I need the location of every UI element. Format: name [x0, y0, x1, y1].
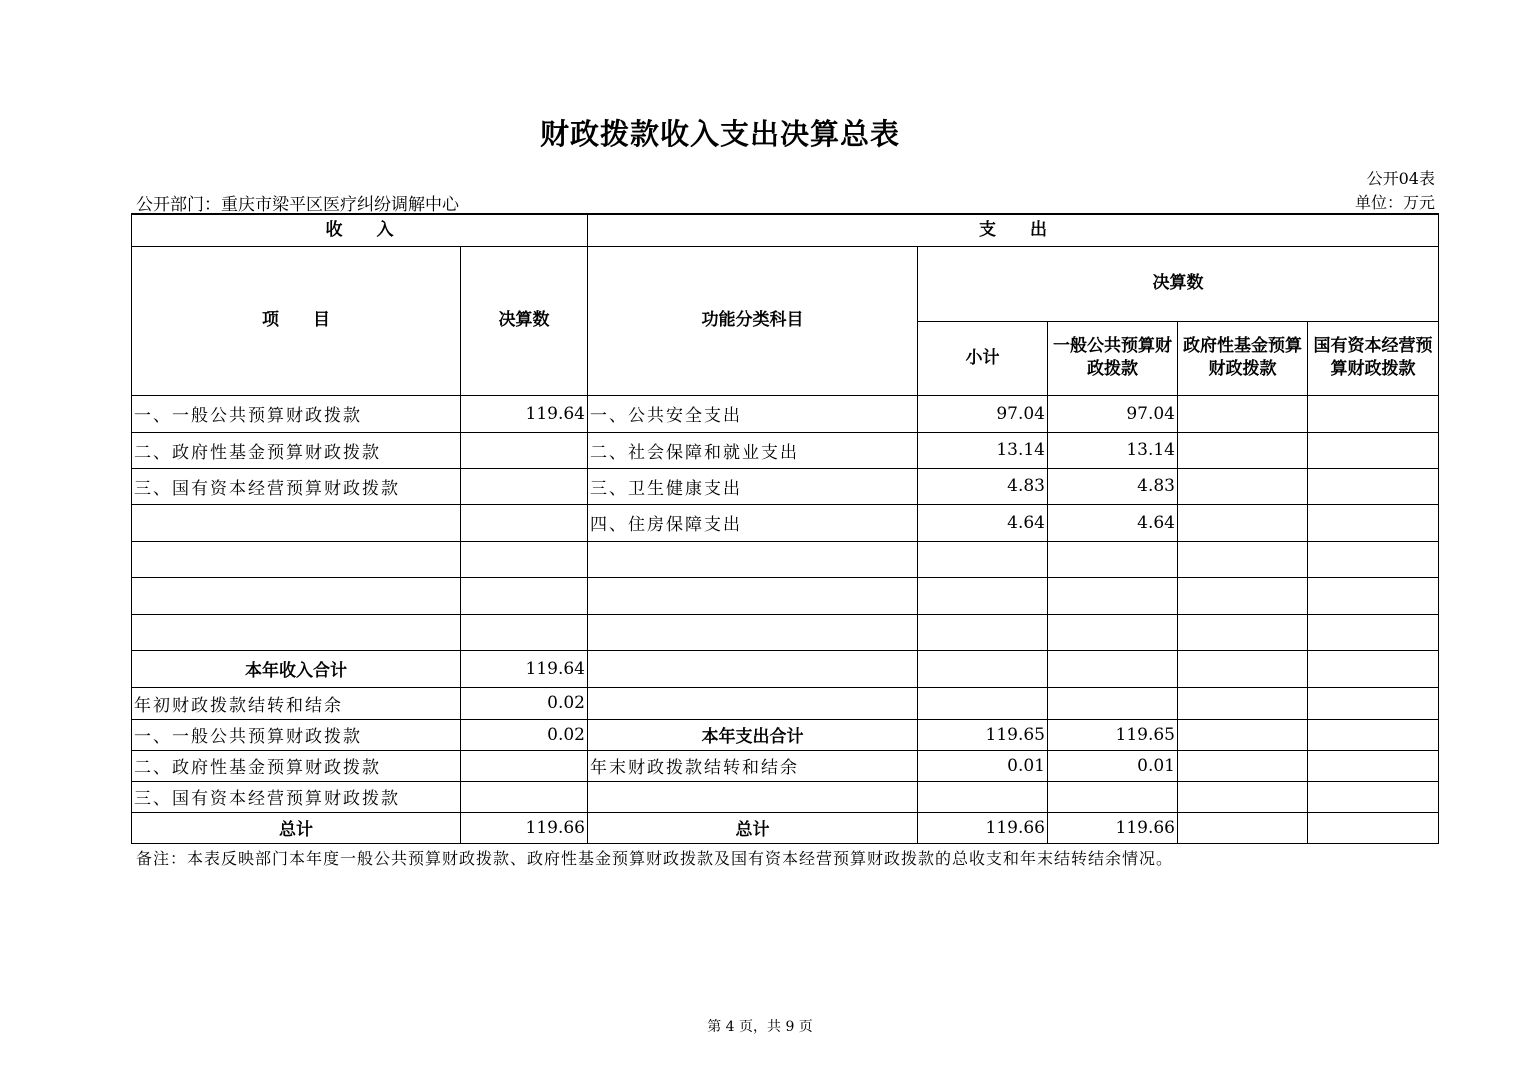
state-capital-cell	[1308, 395, 1439, 432]
income-amount-cell	[461, 504, 588, 541]
table-row	[132, 468, 1439, 504]
income-item-cell	[132, 577, 461, 614]
gov-fund-cell	[1178, 650, 1308, 687]
table-row	[132, 504, 1439, 541]
general-budget-cell	[1048, 577, 1178, 614]
gov-fund-cell	[1178, 577, 1308, 614]
income-item-cell: 总计	[132, 812, 461, 843]
table-row	[132, 577, 1439, 614]
income-amount-cell: 119.64	[461, 395, 588, 432]
general-budget-cell	[1048, 614, 1178, 650]
expense-item-cell: 年末财政拨款结转和结余	[588, 750, 918, 781]
fiscal-appropriation-table	[131, 213, 1439, 844]
table-row	[132, 781, 1439, 812]
income-amount-cell	[461, 468, 588, 504]
col-header-subtotal: 小计	[918, 321, 1048, 395]
state-capital-cell	[1308, 687, 1439, 719]
state-capital-cell	[1308, 432, 1439, 468]
gov-fund-cell	[1178, 781, 1308, 812]
expense-item-cell	[588, 577, 918, 614]
expense-item-cell	[588, 541, 918, 577]
state-capital-cell	[1308, 719, 1439, 750]
general-budget-cell: 4.64	[1048, 504, 1178, 541]
table-row	[132, 812, 1439, 843]
expense-item-cell	[588, 614, 918, 650]
general-budget-cell: 0.01	[1048, 750, 1178, 781]
table-row	[132, 687, 1439, 719]
income-item-cell	[132, 541, 461, 577]
state-capital-cell	[1308, 468, 1439, 504]
gov-fund-cell	[1178, 687, 1308, 719]
income-item-cell	[132, 614, 461, 650]
page-title: 财政拨款收入支出决算总表	[539, 117, 900, 151]
col-header-income-amount: 决算数	[461, 246, 588, 395]
income-item-cell: 年初财政拨款结转和结余	[132, 687, 461, 719]
subtotal-cell	[918, 577, 1048, 614]
income-item-cell: 三、国有资本经营预算财政拨款	[132, 468, 461, 504]
subtotal-cell	[918, 650, 1048, 687]
subtotal-cell: 97.04	[918, 395, 1048, 432]
table-row	[132, 432, 1439, 468]
income-item-cell: 本年收入合计	[132, 650, 461, 687]
income-amount-cell: 0.02	[461, 687, 588, 719]
income-amount-cell: 119.64	[461, 650, 588, 687]
income-item-cell: 一、一般公共预算财政拨款	[132, 395, 461, 432]
subtotal-cell	[918, 541, 1048, 577]
table-row	[132, 650, 1439, 687]
expense-section-header: 支 出	[588, 214, 1439, 246]
income-amount-cell: 0.02	[461, 719, 588, 750]
state-capital-cell	[1308, 577, 1439, 614]
col-header-general: 一般公共预算财政拨款	[1048, 321, 1178, 395]
subtotal-cell: 4.83	[918, 468, 1048, 504]
table-row	[132, 541, 1439, 577]
general-budget-cell: 119.65	[1048, 719, 1178, 750]
expense-item-cell	[588, 650, 918, 687]
state-capital-cell	[1308, 614, 1439, 650]
subtotal-cell	[918, 614, 1048, 650]
expense-item-cell: 本年支出合计	[588, 719, 918, 750]
gov-fund-cell	[1178, 541, 1308, 577]
gov-fund-cell	[1178, 719, 1308, 750]
general-budget-cell	[1048, 541, 1178, 577]
income-amount-cell	[461, 541, 588, 577]
col-header-item: 项 目	[132, 246, 461, 395]
income-amount-cell	[461, 781, 588, 812]
state-capital-cell	[1308, 541, 1439, 577]
income-item-cell	[132, 504, 461, 541]
income-item-cell: 二、政府性基金预算财政拨款	[132, 432, 461, 468]
income-amount-cell	[461, 614, 588, 650]
state-capital-cell	[1308, 750, 1439, 781]
income-amount-cell	[461, 750, 588, 781]
col-header-gov-fund: 政府性基金预算财政拨款	[1178, 321, 1308, 395]
state-capital-cell	[1308, 650, 1439, 687]
gov-fund-cell	[1178, 812, 1308, 843]
income-item-cell: 二、政府性基金预算财政拨款	[132, 750, 461, 781]
unit-label: 单位：万元	[1354, 193, 1435, 212]
general-budget-cell	[1048, 687, 1178, 719]
income-amount-cell: 119.66	[461, 812, 588, 843]
subtotal-cell: 119.66	[918, 812, 1048, 843]
expense-item-cell	[588, 687, 918, 719]
table-row	[132, 750, 1439, 781]
gov-fund-cell	[1178, 395, 1308, 432]
gov-fund-cell	[1178, 750, 1308, 781]
subtotal-cell	[918, 687, 1048, 719]
subtotal-cell: 0.01	[918, 750, 1048, 781]
general-budget-cell	[1048, 781, 1178, 812]
income-amount-cell	[461, 432, 588, 468]
subtotal-cell	[918, 781, 1048, 812]
table-row	[132, 395, 1439, 432]
page-number: 第 4 页，共 9 页	[707, 1019, 813, 1035]
footnote: 备注：本表反映部门本年度一般公共预算财政拨款、政府性基金预算财政拨款及国有资本经营预算财政拨款的总收支和年末结转结余情况。	[136, 849, 1174, 868]
income-amount-cell	[461, 577, 588, 614]
state-capital-cell	[1308, 504, 1439, 541]
department-label: 公开部门：重庆市梁平区医疗纠纷调解中心	[136, 195, 459, 215]
expense-item-cell: 三、卫生健康支出	[588, 468, 918, 504]
expense-item-cell: 总计	[588, 812, 918, 843]
subtotal-cell: 13.14	[918, 432, 1048, 468]
expense-item-cell: 二、社会保障和就业支出	[588, 432, 918, 468]
gov-fund-cell	[1178, 432, 1308, 468]
table-row	[132, 614, 1439, 650]
general-budget-cell	[1048, 650, 1178, 687]
gov-fund-cell	[1178, 504, 1308, 541]
general-budget-cell: 97.04	[1048, 395, 1178, 432]
income-item-cell: 三、国有资本经营预算财政拨款	[132, 781, 461, 812]
col-header-state-capital: 国有资本经营预算财政拨款	[1308, 321, 1439, 395]
subtotal-cell: 4.64	[918, 504, 1048, 541]
col-header-final: 决算数	[918, 246, 1439, 321]
form-number: 公开04表	[1366, 169, 1435, 188]
state-capital-cell	[1308, 781, 1439, 812]
expense-item-cell: 四、住房保障支出	[588, 504, 918, 541]
general-budget-cell: 119.66	[1048, 812, 1178, 843]
table-row	[132, 719, 1439, 750]
state-capital-cell	[1308, 812, 1439, 843]
income-item-cell: 一、一般公共预算财政拨款	[132, 719, 461, 750]
subtotal-cell: 119.65	[918, 719, 1048, 750]
general-budget-cell: 13.14	[1048, 432, 1178, 468]
general-budget-cell: 4.83	[1048, 468, 1178, 504]
gov-fund-cell	[1178, 614, 1308, 650]
col-header-function: 功能分类科目	[588, 246, 918, 395]
expense-item-cell	[588, 781, 918, 812]
gov-fund-cell	[1178, 468, 1308, 504]
income-section-header: 收 入	[132, 214, 588, 246]
expense-item-cell: 一、公共安全支出	[588, 395, 918, 432]
